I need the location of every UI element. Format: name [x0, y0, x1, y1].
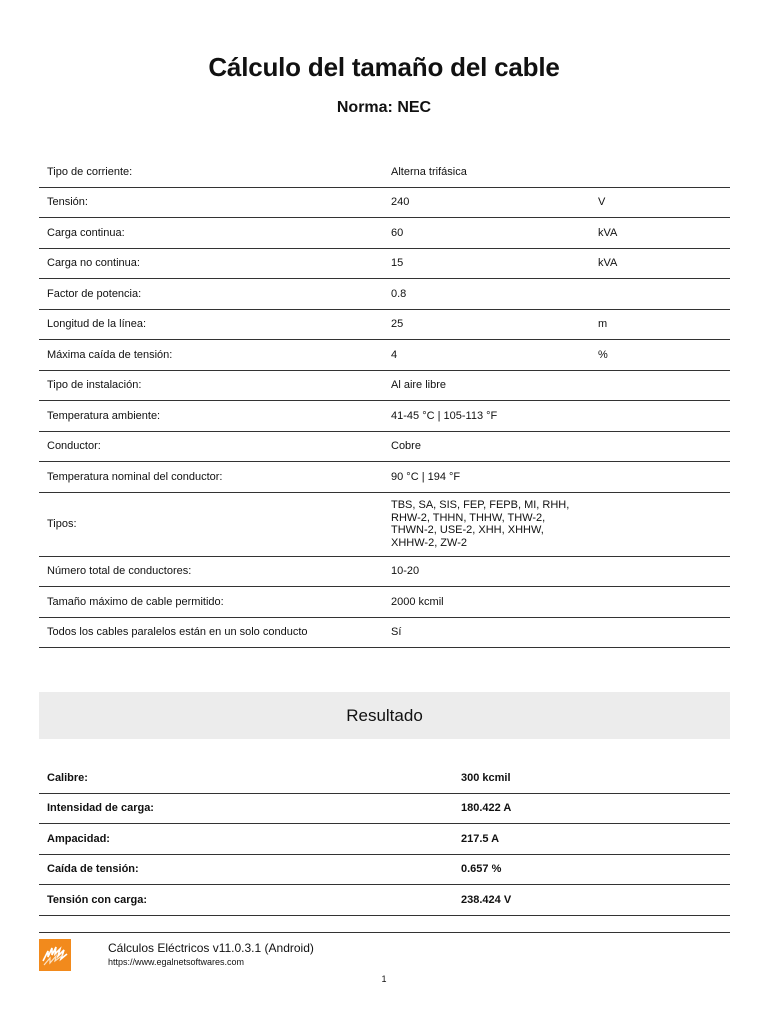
param-label: Conductor: — [39, 431, 383, 462]
table-row — [39, 885, 730, 916]
param-label: Carga continua: — [39, 218, 383, 249]
param-unit — [590, 587, 730, 618]
param-label: Todos los cables paralelos están en un solo conducto — [39, 617, 383, 648]
param-value: Al aire libre — [383, 370, 590, 401]
result-label: Caída de tensión: — [39, 854, 453, 885]
result-value: 217.5 A — [453, 824, 730, 855]
footer-divider — [39, 932, 730, 933]
param-unit: % — [590, 340, 730, 371]
table-row — [39, 340, 730, 371]
param-unit: kVA — [590, 248, 730, 279]
param-value: 10-20 — [383, 556, 590, 587]
param-unit — [590, 401, 730, 432]
param-label: Longitud de la línea: — [39, 309, 383, 340]
param-unit: kVA — [590, 218, 730, 249]
page-number: 1 — [381, 974, 387, 984]
param-unit — [590, 431, 730, 462]
param-label: Tensión: — [39, 187, 383, 218]
param-label: Tamaño máximo de cable permitido: — [39, 587, 383, 618]
param-value: 60 — [383, 218, 590, 249]
param-label: Temperatura ambiente: — [39, 401, 383, 432]
param-unit — [590, 157, 730, 187]
param-label: Tipo de corriente: — [39, 157, 383, 187]
result-value: 300 kcmil — [453, 763, 730, 793]
param-value: 90 °C | 194 °F — [383, 462, 590, 493]
param-label: Tipos: — [39, 492, 383, 556]
param-unit — [590, 462, 730, 493]
param-unit: m — [590, 309, 730, 340]
table-row — [39, 617, 730, 648]
param-value: Alterna trifásica — [383, 157, 590, 187]
result-label: Tensión con carga: — [39, 885, 453, 916]
result-label: Intensidad de carga: — [39, 793, 453, 824]
table-row — [39, 309, 730, 340]
param-value: Sí — [383, 617, 590, 648]
param-value: TBS, SA, SIS, FEP, FEPB, MI, RHH, RHW-2, THHN, THHW, THW-2, THWN-2, USE-2, XHH, XHHW, XHHW-2, ZW-2 — [383, 492, 590, 556]
param-value: 25 — [383, 309, 590, 340]
table-row — [39, 401, 730, 432]
param-value: 4 — [383, 340, 590, 371]
param-value: 41-45 °C | 105-113 °F — [383, 401, 590, 432]
param-unit: V — [590, 187, 730, 218]
table-row — [39, 854, 730, 885]
table-row — [39, 824, 730, 855]
param-unit — [590, 556, 730, 587]
table-row — [39, 187, 730, 218]
param-value: 240 — [383, 187, 590, 218]
result-heading: Resultado — [39, 692, 730, 739]
table-row — [39, 431, 730, 462]
param-value: Cobre — [383, 431, 590, 462]
results-table — [39, 763, 730, 916]
param-label: Factor de potencia: — [39, 279, 383, 310]
table-row — [39, 793, 730, 824]
result-value: 180.422 A — [453, 793, 730, 824]
param-value: 15 — [383, 248, 590, 279]
param-label: Tipo de instalación: — [39, 370, 383, 401]
param-label: Máxima caída de tensión: — [39, 340, 383, 371]
lightning-logo-icon — [39, 939, 71, 971]
table-row — [39, 370, 730, 401]
footer-url: https://www.egalnetsoftwares.com — [108, 957, 245, 967]
param-value: 0.8 — [383, 279, 590, 310]
parameters-table — [39, 157, 730, 648]
table-row — [39, 279, 730, 310]
param-unit — [590, 279, 730, 310]
param-label: Carga no continua: — [39, 248, 383, 279]
table-row — [39, 218, 730, 249]
table-row — [39, 587, 730, 618]
table-row — [39, 763, 730, 793]
param-value: 2000 kcmil — [383, 587, 590, 618]
page-subtitle: Norma: NEC — [336, 99, 432, 116]
footer-app-name: Cálculos Eléctricos v11.0.3.1 (Android) — [108, 941, 314, 955]
param-unit — [590, 492, 730, 556]
result-value: 238.424 V — [453, 885, 730, 916]
param-label: Temperatura nominal del conductor: — [39, 462, 383, 493]
page-title: Cálculo del tamaño del cable — [208, 52, 560, 82]
param-label: Número total de conductores: — [39, 556, 383, 587]
table-row — [39, 248, 730, 279]
table-row — [39, 157, 730, 187]
table-row — [39, 462, 730, 493]
param-unit — [590, 617, 730, 648]
param-unit — [590, 370, 730, 401]
table-row — [39, 556, 730, 587]
result-label: Calibre: — [39, 763, 453, 793]
result-label: Ampacidad: — [39, 824, 453, 855]
table-row — [39, 492, 730, 556]
result-value: 0.657 % — [453, 854, 730, 885]
